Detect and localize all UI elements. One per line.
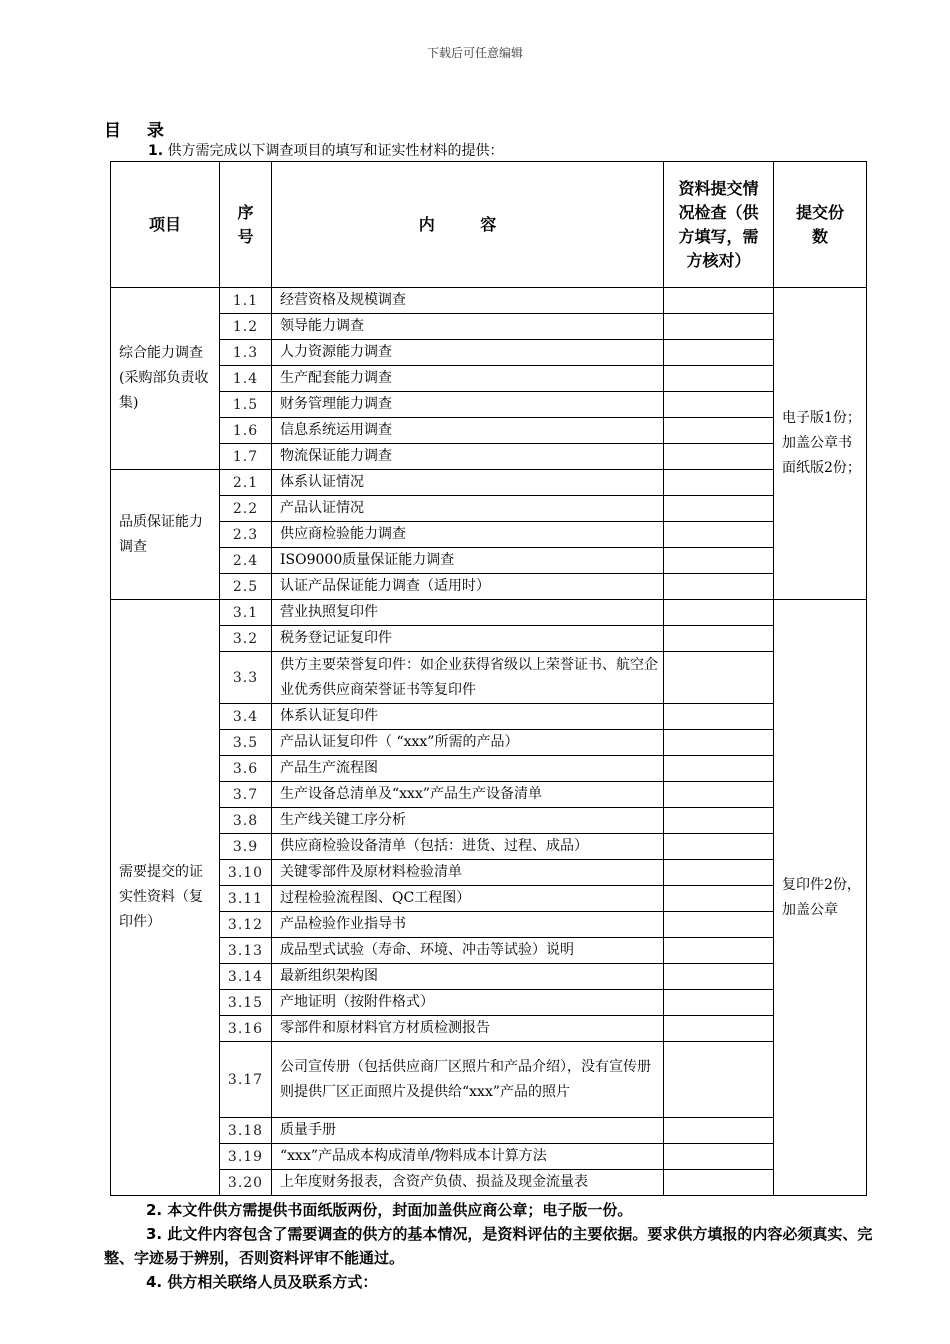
intro-line bbox=[148, 140, 504, 160]
seq-cell: 2.4 bbox=[220, 548, 272, 574]
table-row bbox=[111, 834, 867, 860]
content-cell: 零部件和原材料官方材质检测报告 bbox=[272, 1016, 664, 1042]
check-cell[interactable] bbox=[664, 990, 774, 1016]
table-row bbox=[111, 1170, 867, 1196]
check-cell[interactable] bbox=[664, 1144, 774, 1170]
check-cell[interactable] bbox=[664, 938, 774, 964]
check-cell[interactable] bbox=[664, 860, 774, 886]
check-cell[interactable] bbox=[664, 1042, 774, 1118]
table-row bbox=[111, 860, 867, 886]
table-row bbox=[111, 938, 867, 964]
notes bbox=[104, 1198, 884, 1294]
seq-cell: 3.16 bbox=[220, 1016, 272, 1042]
check-cell[interactable] bbox=[664, 574, 774, 600]
check-cell[interactable] bbox=[664, 652, 774, 704]
seq-cell: 3.7 bbox=[220, 782, 272, 808]
header-content: 内 容 bbox=[272, 162, 664, 288]
table-row bbox=[111, 340, 867, 366]
seq-cell: 3.6 bbox=[220, 756, 272, 782]
content-cell: 体系认证情况 bbox=[272, 470, 664, 496]
seq-cell: 2.3 bbox=[220, 522, 272, 548]
intro-text: 供方需完成以下调查项目的填写和证实性材料的提供： bbox=[167, 143, 504, 159]
check-cell[interactable] bbox=[664, 366, 774, 392]
content-cell: 营业执照复印件 bbox=[272, 600, 664, 626]
copies-cell: 电子版1份；加盖公章书面纸版2份； bbox=[774, 288, 867, 600]
content-cell: 税务登记证复印件 bbox=[272, 626, 664, 652]
header-check: 资料提交情况检查（供方填写，需方核对） bbox=[664, 162, 774, 288]
seq-cell: 2.1 bbox=[220, 470, 272, 496]
header-note: 下载后可任意编辑 bbox=[426, 46, 523, 60]
seq-cell: 3.9 bbox=[220, 834, 272, 860]
header-copies: 提交份数 bbox=[774, 162, 867, 288]
table-row bbox=[111, 1016, 867, 1042]
category-cell: 综合能力调查(采购部负责收集) bbox=[111, 288, 220, 470]
check-cell[interactable] bbox=[664, 496, 774, 522]
table-row bbox=[111, 444, 867, 470]
seq-cell: 3.2 bbox=[220, 626, 272, 652]
seq-cell: 3.14 bbox=[220, 964, 272, 990]
check-cell[interactable] bbox=[664, 782, 774, 808]
content-cell: 认证产品保证能力调查（适用时） bbox=[272, 574, 664, 600]
content-cell: 产品认证情况 bbox=[272, 496, 664, 522]
seq-cell: 3.12 bbox=[220, 912, 272, 938]
table-row bbox=[111, 288, 867, 314]
check-cell[interactable] bbox=[664, 470, 774, 496]
intro-number: 1. bbox=[148, 143, 164, 159]
seq-cell: 3.3 bbox=[220, 652, 272, 704]
content-cell: 关键零部件及原材料检验清单 bbox=[272, 860, 664, 886]
table-row bbox=[111, 652, 867, 704]
content-cell: 经营资格及规模调查 bbox=[272, 288, 664, 314]
table-row bbox=[111, 990, 867, 1016]
category-cell: 需要提交的证实性资料（复印件） bbox=[111, 600, 220, 1196]
check-cell[interactable] bbox=[664, 730, 774, 756]
seq-cell: 3.18 bbox=[220, 1118, 272, 1144]
header-seq: 序号 bbox=[220, 162, 272, 288]
check-cell[interactable] bbox=[664, 600, 774, 626]
check-cell[interactable] bbox=[664, 548, 774, 574]
table-row bbox=[111, 1042, 867, 1118]
seq-cell: 1.1 bbox=[220, 288, 272, 314]
check-cell[interactable] bbox=[664, 756, 774, 782]
table-row bbox=[111, 600, 867, 626]
content-cell: 人力资源能力调查 bbox=[272, 340, 664, 366]
seq-cell: 1.7 bbox=[220, 444, 272, 470]
content-cell: 产品生产流程图 bbox=[272, 756, 664, 782]
content-cell: 供应商检验设备清单（包括：进货、过程、成品） bbox=[272, 834, 664, 860]
seq-cell: 1.4 bbox=[220, 366, 272, 392]
note-paragraph: 3. 此文件内容包含了需要调查的供方的基本情况，是资料评估的主要依据。要求供方填报的内容必须真实、完整、字迹易于辨别，否则资料评审不能通过。 bbox=[104, 1225, 873, 1267]
table-row bbox=[111, 730, 867, 756]
check-cell[interactable] bbox=[664, 1016, 774, 1042]
table-row bbox=[111, 756, 867, 782]
table-row bbox=[111, 366, 867, 392]
table-row bbox=[111, 522, 867, 548]
table-row bbox=[111, 886, 867, 912]
content-cell: 生产配套能力调查 bbox=[272, 366, 664, 392]
table-row bbox=[111, 626, 867, 652]
check-cell[interactable] bbox=[664, 1170, 774, 1196]
content-cell: 供方主要荣誉复印件：如企业获得省级以上荣誉证书、航空企业优秀供应商荣誉证书等复印件 bbox=[272, 652, 664, 704]
table-row bbox=[111, 1118, 867, 1144]
seq-cell: 3.11 bbox=[220, 886, 272, 912]
seq-cell: 3.15 bbox=[220, 990, 272, 1016]
seq-cell: 2.5 bbox=[220, 574, 272, 600]
check-cell[interactable] bbox=[664, 808, 774, 834]
check-cell[interactable] bbox=[664, 418, 774, 444]
check-cell[interactable] bbox=[664, 392, 774, 418]
table-row bbox=[111, 782, 867, 808]
table-row bbox=[111, 964, 867, 990]
content-cell: “xxx”产品成本构成清单/物料成本计算方法 bbox=[272, 1144, 664, 1170]
check-cell[interactable] bbox=[664, 314, 774, 340]
content-cell: 最新组织架构图 bbox=[272, 964, 664, 990]
table-row bbox=[111, 392, 867, 418]
check-cell[interactable] bbox=[664, 834, 774, 860]
content-cell: 体系认证复印件 bbox=[272, 704, 664, 730]
survey-table bbox=[110, 161, 867, 1196]
toc-title: 目 录 bbox=[104, 121, 174, 141]
table-row bbox=[111, 418, 867, 444]
content-cell: 过程检验流程图、QC工程图） bbox=[272, 886, 664, 912]
seq-cell: 1.5 bbox=[220, 392, 272, 418]
content-cell: 领导能力调查 bbox=[272, 314, 664, 340]
table-row bbox=[111, 574, 867, 600]
table-row bbox=[111, 808, 867, 834]
content-cell: 信息系统运用调查 bbox=[272, 418, 664, 444]
content-cell: ISO9000质量保证能力调查 bbox=[272, 548, 664, 574]
table-row bbox=[111, 548, 867, 574]
check-cell[interactable] bbox=[664, 704, 774, 730]
category-cell: 品质保证能力调查 bbox=[111, 470, 220, 600]
seq-cell: 3.5 bbox=[220, 730, 272, 756]
seq-cell: 3.20 bbox=[220, 1170, 272, 1196]
table-body bbox=[111, 288, 867, 1196]
seq-cell: 3.1 bbox=[220, 600, 272, 626]
content-cell: 生产线关键工序分析 bbox=[272, 808, 664, 834]
content-cell: 生产设备总清单及“xxx”产品生产设备清单 bbox=[272, 782, 664, 808]
seq-cell: 3.17 bbox=[220, 1042, 272, 1118]
content-cell: 产品检验作业指导书 bbox=[272, 912, 664, 938]
header-item: 项目 bbox=[111, 162, 220, 288]
seq-cell: 3.19 bbox=[220, 1144, 272, 1170]
content-cell: 质量手册 bbox=[272, 1118, 664, 1144]
table-row bbox=[111, 314, 867, 340]
seq-cell: 1.6 bbox=[220, 418, 272, 444]
content-cell: 公司宣传册（包括供应商厂区照片和产品介绍），没有宣传册则提供厂区正面照片及提供给“xxx”产品的照片 bbox=[272, 1042, 664, 1118]
table-row bbox=[111, 912, 867, 938]
content-cell: 物流保证能力调查 bbox=[272, 444, 664, 470]
seq-cell: 3.13 bbox=[220, 938, 272, 964]
copies-cell: 复印件2份，加盖公章 bbox=[774, 600, 867, 1196]
check-cell[interactable] bbox=[664, 1118, 774, 1144]
check-cell[interactable] bbox=[664, 522, 774, 548]
check-cell[interactable] bbox=[664, 886, 774, 912]
seq-cell: 2.2 bbox=[220, 496, 272, 522]
content-cell: 成品型式试验（寿命、环境、冲击等试验）说明 bbox=[272, 938, 664, 964]
check-cell[interactable] bbox=[664, 444, 774, 470]
table-row bbox=[111, 496, 867, 522]
table-header-row bbox=[111, 162, 867, 288]
table-row bbox=[111, 1144, 867, 1170]
seq-cell: 3.8 bbox=[220, 808, 272, 834]
check-cell[interactable] bbox=[664, 626, 774, 652]
table-row bbox=[111, 470, 867, 496]
check-cell[interactable] bbox=[664, 340, 774, 366]
note-paragraph: 4. 供方相关联络人员及联系方式： bbox=[146, 1273, 378, 1291]
seq-cell: 3.4 bbox=[220, 704, 272, 730]
seq-cell: 3.10 bbox=[220, 860, 272, 886]
table-row bbox=[111, 704, 867, 730]
seq-cell: 1.2 bbox=[220, 314, 272, 340]
content-cell: 财务管理能力调查 bbox=[272, 392, 664, 418]
check-cell[interactable] bbox=[664, 288, 774, 314]
note-paragraph: 2. 本文件供方需提供书面纸版两份，封面加盖供应商公章；电子版一份。 bbox=[146, 1201, 633, 1219]
content-cell: 产品认证复印件（ “xxx”所需的产品） bbox=[272, 730, 664, 756]
check-cell[interactable] bbox=[664, 964, 774, 990]
seq-cell: 1.3 bbox=[220, 340, 272, 366]
content-cell: 产地证明（按附件格式） bbox=[272, 990, 664, 1016]
check-cell[interactable] bbox=[664, 912, 774, 938]
content-cell: 上年度财务报表，含资产负债、损益及现金流量表 bbox=[272, 1170, 664, 1196]
content-cell: 供应商检验能力调查 bbox=[272, 522, 664, 548]
